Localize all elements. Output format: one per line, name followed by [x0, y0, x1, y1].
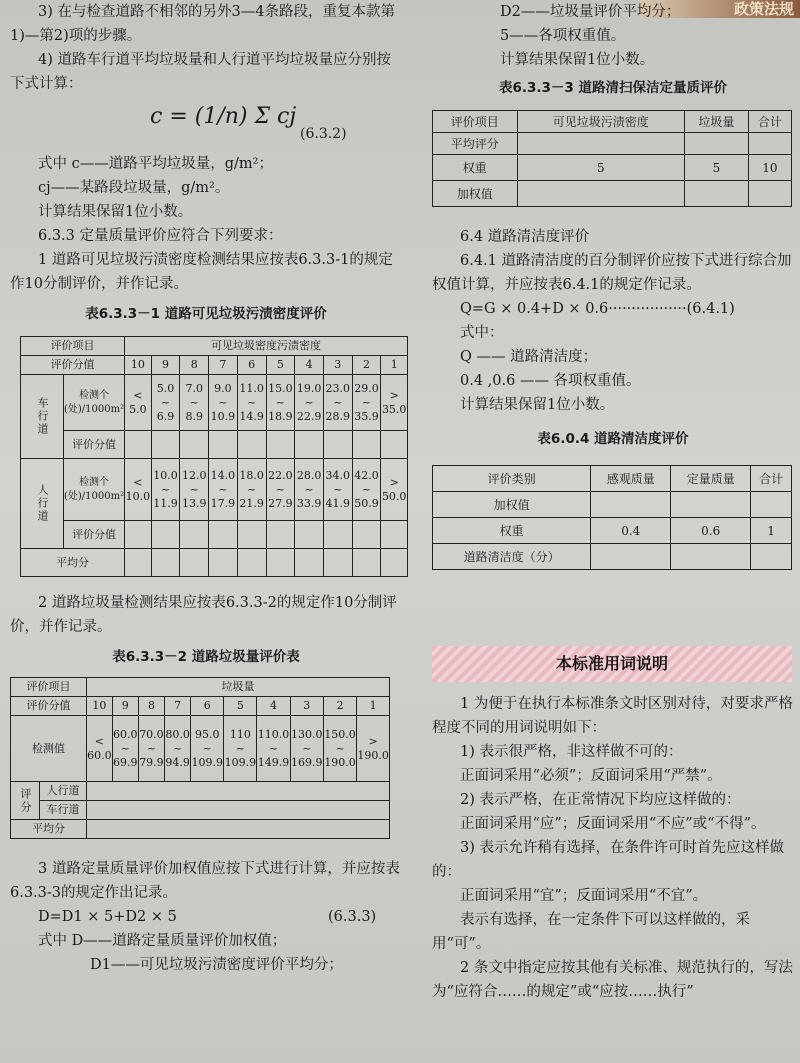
para: 6.4.1 道路清洁度的百分制评价应按下式进行综合加权值计算，并应按表6.4.1的规定作记录。	[432, 253, 792, 293]
para: Q —— 道路清洁度；	[460, 349, 598, 365]
table-cell: 95.0 ~ 109.9	[191, 716, 224, 782]
table-cell: 车行道	[21, 375, 64, 459]
para: 2 道路垃圾量检测结果应按表6.3.3-2的规定作10分制评价，并作记录。	[10, 595, 397, 635]
table-garbage-density	[20, 336, 408, 577]
table-cell: 垃圾量	[684, 111, 748, 133]
para: Q=G × 0.4+D × 0.6·················(6.4.1)	[460, 301, 735, 317]
table-cell: 检测个(处)/1000m²	[64, 375, 125, 431]
table-cell: 110 ~ 109.9	[224, 716, 257, 782]
para: 0.4 ,0.6 —— 各项权重值。	[460, 373, 641, 389]
formula: D=D1 × 5+D2 × 5	[38, 909, 177, 925]
table-cell: 评价分值	[21, 356, 125, 375]
table-garbage-amount	[10, 677, 390, 839]
table-cell: 10	[748, 155, 791, 181]
table-cell: 7.0 ~ 8.9	[180, 375, 209, 431]
para: 正面词采用“应”；反面词采用“不应”或“不得”。	[460, 816, 766, 832]
para: 1 为便于在执行本标准条文时区别对待，对要求严格程度不同的用词说明如下：	[432, 696, 793, 736]
table-cell: 9	[112, 697, 138, 716]
formula-number: (6.3.2)	[300, 126, 347, 142]
para: 式中 c——道路平均垃圾量，g/m²；	[38, 156, 273, 172]
table-caption: 表6.0.4 道路清洁度评价	[537, 431, 689, 447]
table-cell: 评价分值	[64, 521, 125, 549]
table-cell: 150.0 ~ 190.0	[323, 716, 356, 782]
para: 式中 D——道路定量质量评价加权值；	[38, 933, 287, 949]
para: 2 条文中指定应按其他有关标准、规范执行的，写法为“应符合……的规定”或“应按……执行”	[432, 960, 793, 1000]
para: 3) 在与检查道路不相邻的另外3—4条路段，重复本款第1)—第2)项的步骤。	[10, 4, 395, 44]
table-cell: < 5.0	[125, 375, 152, 431]
table-cell: 权重	[433, 155, 518, 181]
para: 6.4 道路清洁度评价	[460, 229, 590, 245]
right-column	[432, 0, 794, 570]
table-caption: 表6.3.3－2 道路垃圾量评价表	[112, 649, 300, 665]
table-cell: 加权值	[433, 492, 591, 518]
corner-text: 政策法规	[733, 0, 794, 18]
table-cell: 29.0 ~ 35.9	[352, 375, 381, 431]
table-cell: 3	[290, 697, 323, 716]
table-cell: 0.4	[591, 518, 671, 544]
table-cell: > 50.0	[381, 459, 408, 521]
table-cell: 23.0 ~ 28.9	[323, 375, 352, 431]
table-cell: 7	[209, 356, 238, 375]
para: 计算结果保留1位小数。	[500, 52, 655, 68]
formula-line	[10, 905, 402, 929]
formula-number: (6.3.3)	[328, 909, 377, 925]
table-cell: 11.0 ~ 14.9	[237, 375, 266, 431]
table-cell: 5	[266, 356, 295, 375]
para: 4) 道路车行道平均垃圾量和人行道平均垃圾量应分别按下式计算：	[10, 52, 391, 92]
table-quantitative	[432, 110, 792, 207]
table-cell: 评分	[11, 782, 40, 820]
table-cell: 5	[517, 155, 684, 181]
table-cell: 15.0 ~ 18.9	[266, 375, 295, 431]
table-cell: 评价项目	[21, 337, 125, 356]
table-cell: 2	[323, 697, 356, 716]
table-cell: 34.0 ~ 41.9	[323, 459, 352, 521]
table-cell: 加权值	[433, 181, 518, 207]
table-cell: 9	[151, 356, 180, 375]
table-cell: 4	[257, 697, 290, 716]
table-cell: 垃圾量	[87, 678, 390, 697]
table-cell: < 10.0	[125, 459, 152, 521]
table-cell: 评价分值	[11, 697, 87, 716]
table-caption: 表6.3.3－3 道路清扫保洁定量质评价	[498, 80, 728, 96]
table-cell: 感观质量	[591, 466, 671, 492]
table-cell: 7	[165, 697, 191, 716]
table-cell: 合计	[748, 111, 791, 133]
table-cell: 道路清洁度（分）	[433, 544, 591, 570]
table-cell: 19.0 ~ 22.9	[295, 375, 324, 431]
table-cell: 可见垃圾污渍密度	[517, 111, 684, 133]
table-cell: < 60.0	[87, 716, 113, 782]
table-cell: 评价项目	[433, 111, 518, 133]
table-cell: 14.0 ~ 17.9	[209, 459, 238, 521]
table-cell: 0.6	[671, 518, 751, 544]
table-cell: 评价类别	[433, 466, 591, 492]
table-cell: 6	[191, 697, 224, 716]
table-cell: 权重	[433, 518, 591, 544]
table-cell: 42.0 ~ 50.9	[352, 459, 381, 521]
table-cell: 平均评分	[433, 133, 518, 155]
table-cell: 80.0 ~ 94.9	[165, 716, 191, 782]
para: 1 道路可见垃圾污渍密度检测结果应按表6.3.3-1的规定作10分制评价，并作记录。	[10, 252, 393, 292]
para: 正面词采用“宜”；反面词采用“不宜”。	[460, 888, 708, 904]
table-cell: 3	[323, 356, 352, 375]
table-cell: 60.0 ~ 69.9	[112, 716, 138, 782]
para: 1) 表示很严格，非这样做不可的：	[460, 744, 683, 760]
formula-block	[10, 96, 402, 152]
table-cell: 检测个(处)/1000m²	[64, 459, 125, 521]
table-cell: 8	[138, 697, 164, 716]
para: 2) 表示严格，在正常情况下均应这样做的：	[460, 792, 741, 808]
table-cell: 5	[224, 697, 257, 716]
table-cell: 合计	[751, 466, 792, 492]
para: 3 道路定量质量评价加权值应按下式进行计算，并应按表6.3.3-3的规定作出记录。	[10, 861, 400, 901]
table-cell: > 35.0	[381, 375, 408, 431]
section-banner: 本标准用词说明	[432, 646, 792, 682]
table-cell: 6	[237, 356, 266, 375]
table-cell: 10	[87, 697, 113, 716]
table-cell: 可见垃圾密度污渍密度	[125, 337, 408, 356]
table-cell: 人行道	[21, 459, 64, 549]
table-cell: 人行道	[40, 782, 87, 801]
table-cell: 10.0 ~ 11.9	[151, 459, 180, 521]
right-column-lower	[432, 692, 794, 1004]
table-cell: 评价分值	[64, 431, 125, 459]
table-cell: > 190.0	[357, 716, 390, 782]
table-cell: 4	[295, 356, 324, 375]
table-cell: 12.0 ~ 13.9	[180, 459, 209, 521]
table-cell: 22.0 ~ 27.9	[266, 459, 295, 521]
left-column	[10, 0, 407, 977]
para: 计算结果保留1位小数。	[460, 397, 615, 413]
table-cell: 10	[125, 356, 152, 375]
table-cell: 评价项目	[11, 678, 87, 697]
para: 5——各项权重值。	[500, 28, 626, 44]
table-cell: 110.0 ~ 149.9	[257, 716, 290, 782]
table-cell: 定量质量	[671, 466, 751, 492]
para: 计算结果保留1位小数。	[38, 204, 193, 220]
table-caption: 表6.3.3－1 道路可见垃圾污渍密度评价	[85, 306, 327, 322]
table-cell: 8	[180, 356, 209, 375]
table-cell: 检测值	[11, 716, 87, 782]
table-cell: 18.0 ~ 21.9	[237, 459, 266, 521]
table-cell: 28.0 ~ 33.9	[295, 459, 324, 521]
table-cell: 1	[357, 697, 390, 716]
table-cell: 130.0 ~ 169.9	[290, 716, 323, 782]
para: 正面词采用“必须”；反面词采用“严禁”。	[460, 768, 722, 784]
para: 表示有选择，在一定条件下可以这样做的，采用“可”。	[432, 912, 750, 952]
para: 6.3.3 定量质量评价应符合下列要求：	[38, 228, 283, 244]
para: D1——可见垃圾污渍密度评价平均分；	[90, 957, 343, 973]
para: D2——垃圾量评价平均分；	[500, 4, 681, 20]
para: cj——某路段垃圾量，g/m²。	[38, 180, 230, 196]
table-cell: 9.0 ~ 10.9	[209, 375, 238, 431]
para: 式中：	[460, 325, 504, 341]
table-cell: 1	[751, 518, 792, 544]
para: 3) 表示允许稍有选择，在条件许可时首先应这样做的：	[432, 840, 784, 880]
table-cell: 1	[381, 356, 408, 375]
table-cell: 平均分	[21, 549, 125, 577]
table-cleanliness	[432, 465, 792, 570]
table-cell: 70.0 ~ 79.9	[138, 716, 164, 782]
table-cell: 2	[352, 356, 381, 375]
table-cell: 5	[684, 155, 748, 181]
table-cell: 平均分	[11, 820, 87, 839]
table-cell: 车行道	[40, 801, 87, 820]
table-cell: 5.0 ~ 6.9	[151, 375, 180, 431]
formula: c = (1/n) Σ cj	[150, 104, 297, 129]
